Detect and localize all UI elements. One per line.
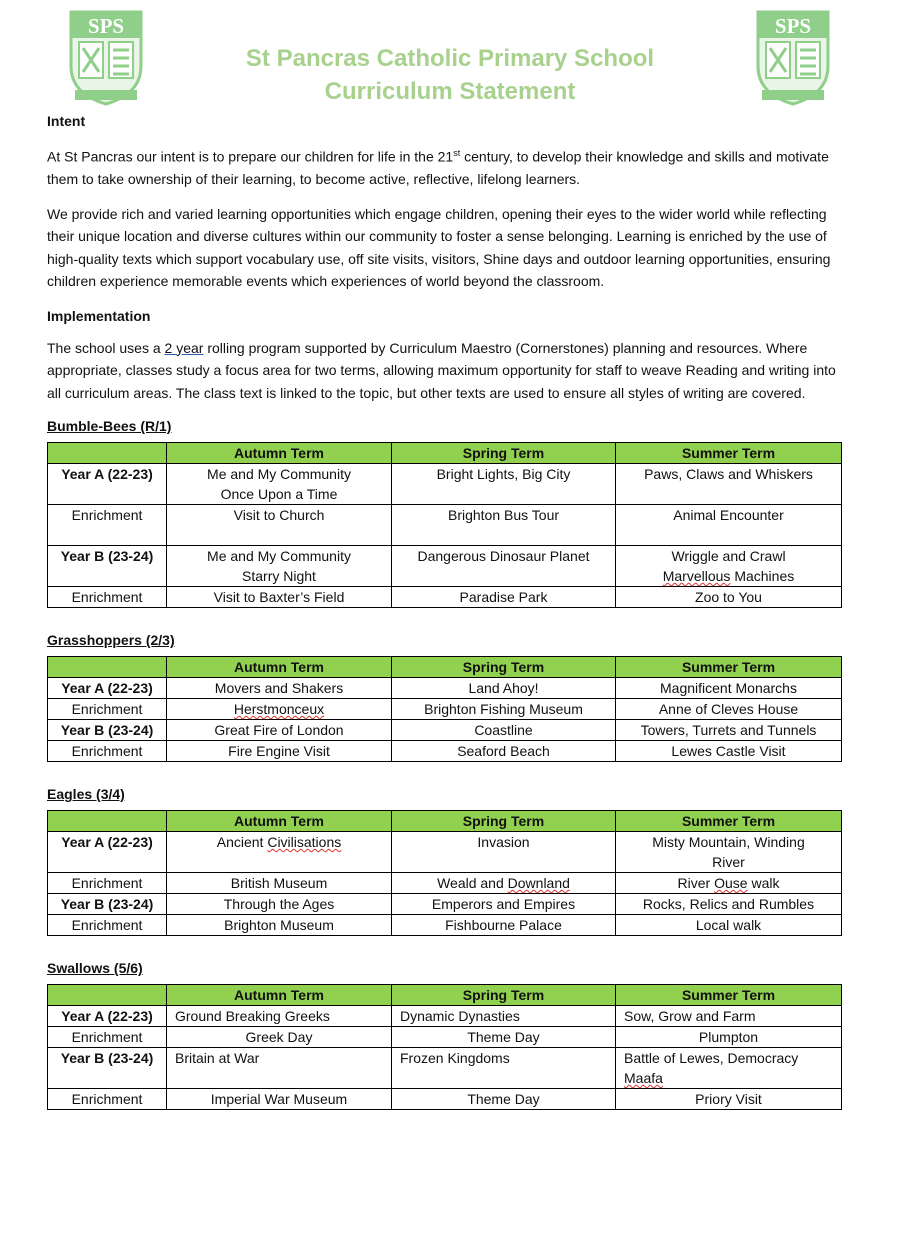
term-header: Summer Term (616, 811, 842, 832)
table-header-row (48, 811, 842, 832)
term-header: Spring Term (392, 811, 616, 832)
term-cell: Herstmonceux (167, 699, 392, 720)
row-label: Year B (23-24) (48, 894, 167, 915)
implementation-heading: Implementation (47, 307, 151, 324)
term-cell: Land Ahoy! (392, 678, 616, 699)
term-header: Autumn Term (167, 443, 392, 464)
term-cell: Sow, Grow and Farm (616, 1006, 842, 1027)
term-cell: Seaford Beach (392, 741, 616, 762)
term-cell: Wriggle and Crawl Marvellous Machines (616, 546, 842, 587)
term-cell: Visit to Baxter’s Field (167, 587, 392, 608)
term-cell: Rocks, Relics and Rumbles (616, 894, 842, 915)
term-cell: Greek Day (167, 1027, 392, 1048)
term-cell: Weald and Downland (392, 873, 616, 894)
table-row (48, 832, 842, 873)
header-blank-cell (48, 443, 167, 464)
table-header-row (48, 443, 842, 464)
header-blank-cell (48, 985, 167, 1006)
school-name: St Pancras Catholic Primary School (245, 45, 655, 72)
row-label: Enrichment (48, 1027, 167, 1048)
term-header: Spring Term (392, 443, 616, 464)
class-title: Bumble-Bees (R/1) (47, 418, 172, 435)
row-label: Enrichment (48, 587, 167, 608)
curriculum-table (47, 442, 842, 608)
term-cell: Britain at War (167, 1048, 392, 1089)
term-cell: Plumpton (616, 1027, 842, 1048)
term-cell: Dynamic Dynasties (392, 1006, 616, 1027)
curriculum-table (47, 984, 842, 1110)
term-header: Summer Term (616, 443, 842, 464)
term-header: Autumn Term (167, 985, 392, 1006)
row-label: Year A (22-23) (48, 1006, 167, 1027)
term-cell: Fire Engine Visit (167, 741, 392, 762)
term-cell: Fishbourne Palace (392, 915, 616, 936)
term-cell: Battle of Lewes, Democracy Maafa (616, 1048, 842, 1089)
row-label: Year A (22-23) (48, 464, 167, 505)
curriculum-table (47, 656, 842, 762)
term-cell: Me and My Community Once Upon a Time (167, 464, 392, 505)
term-cell: Emperors and Empires (392, 894, 616, 915)
class-curriculum-sections (47, 416, 842, 1110)
row-label: Year A (22-23) (48, 832, 167, 873)
term-cell: Lewes Castle Visit (616, 741, 842, 762)
term-cell: Anne of Cleves House (616, 699, 842, 720)
row-label: Enrichment (48, 1089, 167, 1110)
intent-paragraph-1: At St Pancras our intent is to prepare our children for life in the 21st century, to develop their knowledge and skills and motivate them to take ownership of their learning, to become active, reflective, lifelong learners. (47, 148, 829, 188)
term-cell: Brighton Fishing Museum (392, 699, 616, 720)
table-header-row (48, 657, 842, 678)
class-title: Swallows (5/6) (47, 960, 143, 977)
row-label: Enrichment (48, 873, 167, 894)
table-row (48, 546, 842, 587)
table-row (48, 1089, 842, 1110)
document-body (47, 110, 842, 1132)
term-cell: Me and My Community Starry Night (167, 546, 392, 587)
term-header: Autumn Term (167, 657, 392, 678)
term-cell: Dangerous Dinosaur Planet (392, 546, 616, 587)
term-cell: Paws, Claws and Whiskers (616, 464, 842, 505)
row-label: Enrichment (48, 505, 167, 546)
term-cell: Imperial War Museum (167, 1089, 392, 1110)
table-row (48, 505, 842, 546)
term-cell: Invasion (392, 832, 616, 873)
table-row (48, 1006, 842, 1027)
term-cell: Local walk (616, 915, 842, 936)
intent-paragraph-2: We provide rich and varied learning opportunities which engage children, opening their eyes to the wider world while reflecting their unique location and diverse cultures within our community to foster a sense belonging. Learning is enriched by the use of high-quality texts which support vocabulary use, off site visits, visitors, Shine days and outdoor learning opportunities, ensuring children experience memorable events which experiences of world beyond the classroom. (47, 205, 831, 290)
term-header: Spring Term (392, 657, 616, 678)
term-header: Autumn Term (167, 811, 392, 832)
term-header: Summer Term (616, 985, 842, 1006)
row-label: Year B (23-24) (48, 546, 167, 587)
table-row (48, 741, 842, 762)
logo-text: SPS (774, 14, 812, 38)
table-header-row (48, 985, 842, 1006)
logo-text: SPS (87, 14, 125, 38)
row-label: Year B (23-24) (48, 1048, 167, 1089)
intent-heading: Intent (47, 113, 86, 129)
term-cell: Ground Breaking Greeks (167, 1006, 392, 1027)
table-row (48, 720, 842, 741)
table-row (48, 678, 842, 699)
table-row (48, 587, 842, 608)
row-label: Enrichment (48, 915, 167, 936)
term-header: Summer Term (616, 657, 842, 678)
term-cell: River Ouse walk (616, 873, 842, 894)
term-cell: Movers and Shakers (167, 678, 392, 699)
table-row (48, 873, 842, 894)
term-cell: British Museum (167, 873, 392, 894)
term-cell: Priory Visit (616, 1089, 842, 1110)
term-cell: Magnificent Monarchs (616, 678, 842, 699)
table-row (48, 894, 842, 915)
row-label: Year A (22-23) (48, 678, 167, 699)
term-cell: Brighton Museum (167, 915, 392, 936)
term-cell: Towers, Turrets and Tunnels (616, 720, 842, 741)
header-blank-cell (48, 657, 167, 678)
term-cell: Zoo to You (616, 587, 842, 608)
table-row (48, 699, 842, 720)
class-title: Grasshoppers (2/3) (47, 632, 175, 649)
term-cell: Visit to Church (167, 505, 392, 546)
row-label: Enrichment (48, 699, 167, 720)
table-row (48, 1048, 842, 1089)
table-row (48, 915, 842, 936)
class-title: Eagles (3/4) (47, 786, 125, 803)
term-cell: Theme Day (392, 1089, 616, 1110)
term-cell: Theme Day (392, 1027, 616, 1048)
header-blank-cell (48, 811, 167, 832)
term-cell: Brighton Bus Tour (392, 505, 616, 546)
term-cell: Ancient Civilisations (167, 832, 392, 873)
document-title (0, 42, 900, 108)
term-cell: Frozen Kingdoms (392, 1048, 616, 1089)
row-label: Year B (23-24) (48, 720, 167, 741)
row-label: Enrichment (48, 741, 167, 762)
term-cell: Animal Encounter (616, 505, 842, 546)
table-row (48, 464, 842, 505)
term-cell: Paradise Park (392, 587, 616, 608)
curriculum-table (47, 810, 842, 936)
term-cell: Great Fire of London (167, 720, 392, 741)
implementation-paragraph: The school uses a 2 year rolling program supported by Curriculum Maestro (Cornerstones) planning and resources. Where appropriate, classes study a focus area for two terms, allowing maximum opportunity for staff to weave Reading and writing into all curriculum areas. The class text is linked to the topic, but other texts are used to ensure all styles of writing are covered. (47, 339, 836, 401)
term-cell: Through the Ages (167, 894, 392, 915)
term-cell: Misty Mountain, Winding River (616, 832, 842, 873)
table-row (48, 1027, 842, 1048)
document-subtitle: Curriculum Statement (324, 78, 576, 105)
term-cell: Bright Lights, Big City (392, 464, 616, 505)
term-cell: Coastline (392, 720, 616, 741)
term-header: Spring Term (392, 985, 616, 1006)
